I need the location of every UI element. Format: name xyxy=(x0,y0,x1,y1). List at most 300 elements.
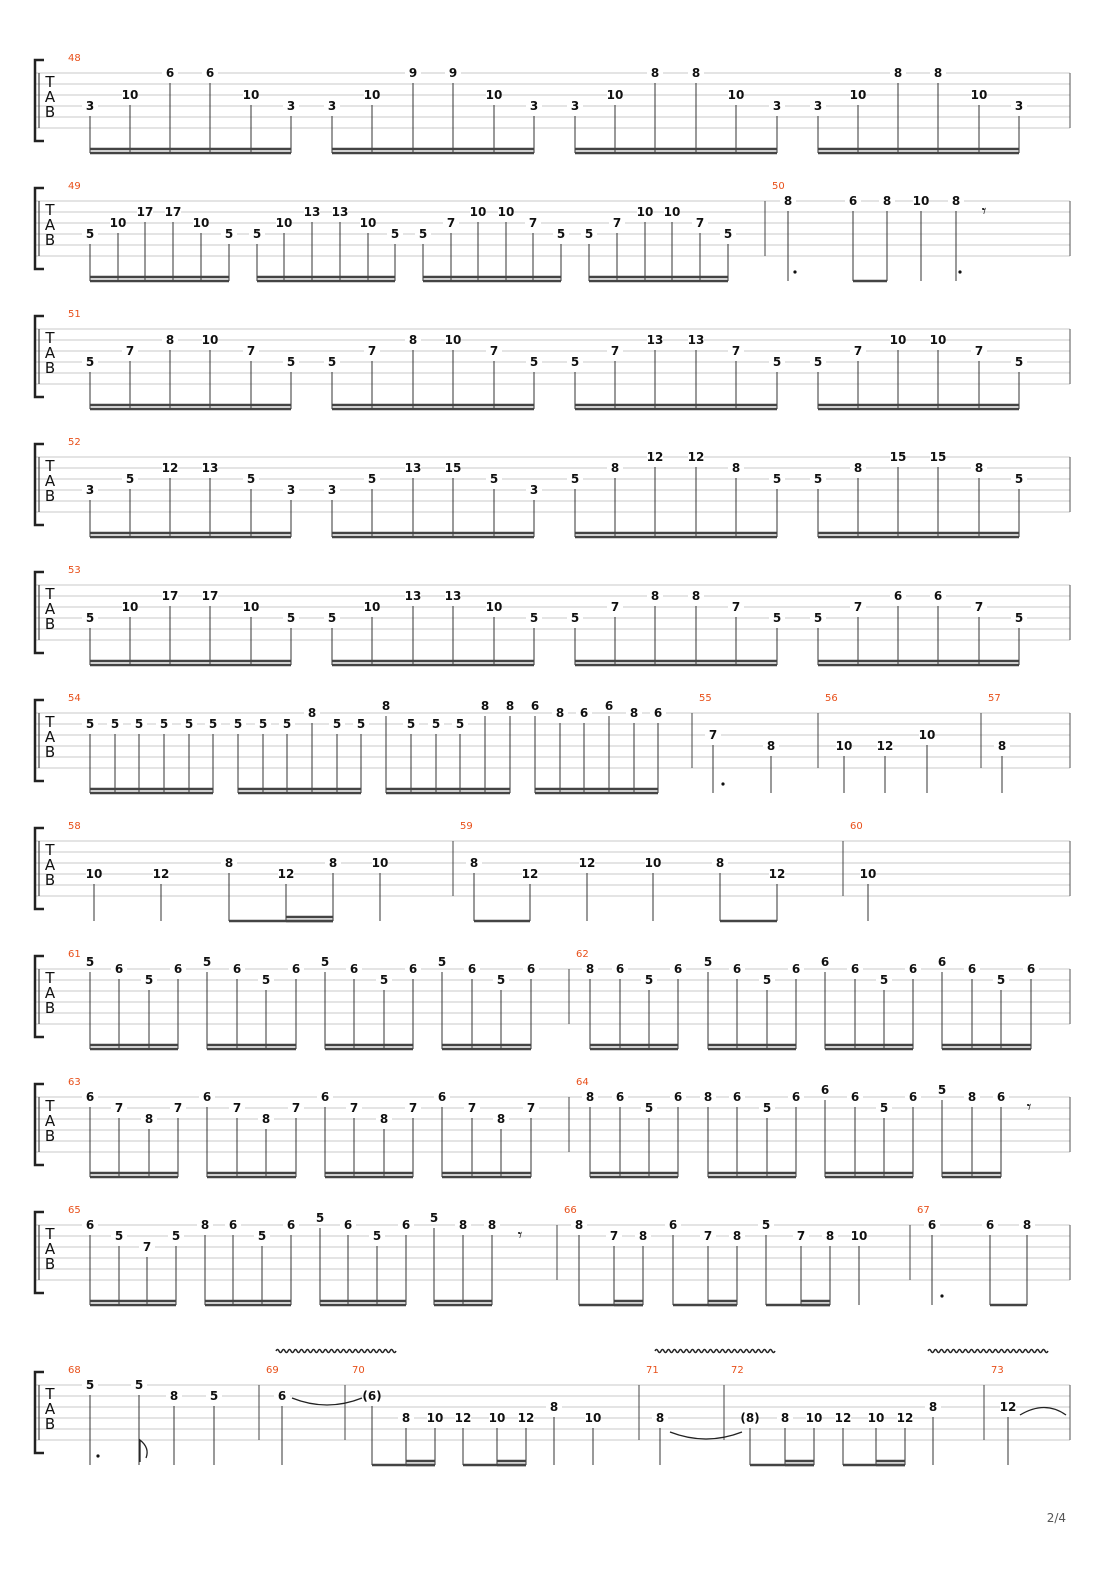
fret-number: 8 xyxy=(783,194,793,208)
fret-number: 10 xyxy=(109,216,127,230)
fret-number: 8 xyxy=(165,333,175,347)
fret-number: 12 xyxy=(834,1411,852,1425)
fret-number: 5 xyxy=(85,227,95,241)
fret-number: 3 xyxy=(813,99,823,113)
fret-number: 10 xyxy=(918,728,936,742)
fret-number: 7 xyxy=(291,1101,301,1115)
tab-clef-letter: B xyxy=(44,231,56,249)
fret-number: 6 xyxy=(791,962,801,976)
vibrato-mark xyxy=(276,1350,396,1353)
tab-clef-letter: B xyxy=(44,743,56,761)
fret-number: 5 xyxy=(418,227,428,241)
tab-clef-letter: T xyxy=(45,1385,55,1403)
fret-number: 9 xyxy=(408,66,418,80)
fret-number: 13 xyxy=(646,333,664,347)
fret-number: 8 xyxy=(715,856,725,870)
fret-number: 10 xyxy=(485,600,503,614)
fret-number: 6 xyxy=(277,1389,287,1403)
fret-number: 5 xyxy=(261,973,271,987)
tab-clef-letter: A xyxy=(44,984,56,1002)
fret-number: 10 xyxy=(242,600,260,614)
rest-symbol: 𝄾 xyxy=(981,201,987,222)
fret-number: 8 xyxy=(307,706,317,720)
fret-number: 8 xyxy=(974,461,984,475)
augmentation-dot xyxy=(793,270,796,273)
fret-number: 7 xyxy=(974,600,984,614)
fret-number: 12 xyxy=(161,461,179,475)
tab-clef-letter: T xyxy=(45,969,55,987)
fret-number: 8 xyxy=(549,1400,559,1414)
fret-number: 15 xyxy=(929,450,947,464)
fret-number: 12 xyxy=(517,1411,535,1425)
fret-number: 6 xyxy=(732,1090,742,1104)
fret-number: 6 xyxy=(933,589,943,603)
tab-clef-letter: T xyxy=(45,457,55,475)
fret-number: 5 xyxy=(367,472,377,486)
fret-number: 10 xyxy=(849,88,867,102)
fret-number: 6 xyxy=(850,962,860,976)
fret-number: 5 xyxy=(110,717,120,731)
fret-number: 8 xyxy=(480,699,490,713)
tab-clef-letter: A xyxy=(44,472,56,490)
fret-number: 5 xyxy=(327,611,337,625)
fret-number: 8 xyxy=(169,1389,179,1403)
fret-number: 12 xyxy=(876,739,894,753)
fret-number: 8 xyxy=(200,1218,210,1232)
fret-number: 8 xyxy=(487,1218,497,1232)
fret-number: 6 xyxy=(615,1090,625,1104)
tie-arc xyxy=(670,1432,742,1439)
fret-number: 6 xyxy=(530,699,540,713)
fret-number: 8 xyxy=(853,461,863,475)
fret-number: 6 xyxy=(820,1083,830,1097)
fret-number: 5 xyxy=(556,227,566,241)
fret-number: 5 xyxy=(85,717,95,731)
fret-number: 5 xyxy=(455,717,465,731)
fret-number: 6 xyxy=(228,1218,238,1232)
fret-number: 6 xyxy=(850,1090,860,1104)
fret-number: 8 xyxy=(951,194,961,208)
fret-number: 6 xyxy=(320,1090,330,1104)
tab-clef-letter: B xyxy=(44,1415,56,1433)
fret-number: 10 xyxy=(444,333,462,347)
fret-number: 12 xyxy=(152,867,170,881)
fret-number: 5 xyxy=(114,1229,124,1243)
tab-clef-letter: A xyxy=(44,728,56,746)
fret-number: 8 xyxy=(650,589,660,603)
fret-number: 8 xyxy=(585,1090,595,1104)
tie-arc xyxy=(1020,1408,1066,1416)
fret-number: 5 xyxy=(489,472,499,486)
fret-number: 13 xyxy=(404,461,422,475)
fret-number: 5 xyxy=(208,717,218,731)
measure-number: 49 xyxy=(68,181,81,192)
fret-number: 7 xyxy=(125,344,135,358)
fret-number: 10 xyxy=(867,1411,885,1425)
fret-number: 5 xyxy=(1014,472,1024,486)
fret-number: 5 xyxy=(171,1229,181,1243)
fret-number: 5 xyxy=(202,955,212,969)
fret-number: 6 xyxy=(732,962,742,976)
fret-number: 5 xyxy=(390,227,400,241)
fret-number: 7 xyxy=(114,1101,124,1115)
fret-number: 10 xyxy=(275,216,293,230)
fret-number: 6 xyxy=(286,1218,296,1232)
fret-number: 5 xyxy=(529,355,539,369)
fret-number: 6 xyxy=(996,1090,1006,1104)
fret-number: 10 xyxy=(363,88,381,102)
fret-number: 8 xyxy=(144,1112,154,1126)
fret-number: 5 xyxy=(184,717,194,731)
tab-clef-letter: T xyxy=(45,73,55,91)
fret-number: 17 xyxy=(164,205,182,219)
fret-number: 3 xyxy=(85,483,95,497)
measure-number: 48 xyxy=(68,53,81,64)
fret-number: 8 xyxy=(893,66,903,80)
fret-number: 5 xyxy=(286,355,296,369)
fret-number: 7 xyxy=(349,1101,359,1115)
fret-number: 12 xyxy=(646,450,664,464)
fret-number: 6 xyxy=(615,962,625,976)
fret-number: 5 xyxy=(879,1101,889,1115)
fret-number: 6 xyxy=(526,962,536,976)
fret-number: 5 xyxy=(209,1389,219,1403)
fret-number: 5 xyxy=(144,973,154,987)
fret-number: 17 xyxy=(136,205,154,219)
fret-number: 3 xyxy=(772,99,782,113)
fret-number: 6 xyxy=(937,955,947,969)
fret-number: 15 xyxy=(444,461,462,475)
fret-number: 6 xyxy=(467,962,477,976)
tab-clef-letter: A xyxy=(44,856,56,874)
fret-number: 8 xyxy=(1022,1218,1032,1232)
augmentation-dot xyxy=(96,1454,99,1457)
fret-number: 10 xyxy=(663,205,681,219)
fret-number: 5 xyxy=(85,611,95,625)
fret-number: 6 xyxy=(985,1218,995,1232)
fret-number: 9 xyxy=(448,66,458,80)
fret-number: 10 xyxy=(859,867,877,881)
fret-number: 8 xyxy=(224,856,234,870)
fret-number: 10 xyxy=(727,88,745,102)
fret-number: 6 xyxy=(85,1090,95,1104)
fret-number: 10 xyxy=(850,1229,868,1243)
fret-number: 6 xyxy=(1026,962,1036,976)
fret-number: 5 xyxy=(644,1101,654,1115)
fret-number: 6 xyxy=(893,589,903,603)
fret-number: 7 xyxy=(610,600,620,614)
tab-clef-letter: T xyxy=(45,329,55,347)
fret-number: 6 xyxy=(653,706,663,720)
fret-number: 5 xyxy=(85,1378,95,1392)
fret-number: 6 xyxy=(908,962,918,976)
fret-number: 7 xyxy=(612,216,622,230)
fret-number: 10 xyxy=(469,205,487,219)
fret-number: 5 xyxy=(570,472,580,486)
fret-number: 12 xyxy=(768,867,786,881)
fret-number: 13 xyxy=(687,333,705,347)
measure-number: 54 xyxy=(68,693,81,704)
fret-number: 3 xyxy=(570,99,580,113)
fret-number: 5 xyxy=(762,973,772,987)
fret-number: 6 xyxy=(791,1090,801,1104)
fret-number: 6 xyxy=(967,962,977,976)
tab-clef-letter: B xyxy=(44,871,56,889)
vibrato-mark xyxy=(655,1350,775,1353)
measure-number: 68 xyxy=(68,1365,81,1376)
augmentation-dot xyxy=(721,782,724,785)
fret-number: 5 xyxy=(761,1218,771,1232)
fret-number: 5 xyxy=(258,717,268,731)
fret-number: 6 xyxy=(848,194,858,208)
fret-number: 6 xyxy=(165,66,175,80)
fret-number: 5 xyxy=(584,227,594,241)
fret-number: 5 xyxy=(570,611,580,625)
fret-number: 8 xyxy=(458,1218,468,1232)
fret-number: 8 xyxy=(408,333,418,347)
fret-number: 10 xyxy=(805,1411,823,1425)
measure-number: 63 xyxy=(68,1077,81,1088)
fret-number: 5 xyxy=(996,973,1006,987)
augmentation-dot xyxy=(940,1294,943,1297)
fret-number: 6 xyxy=(673,962,683,976)
fret-number: 8 xyxy=(731,461,741,475)
fret-number: 8 xyxy=(574,1218,584,1232)
fret-number: 6 xyxy=(291,962,301,976)
fret-number: 5 xyxy=(762,1101,772,1115)
fret-number: 7 xyxy=(408,1101,418,1115)
fret-number: 6 xyxy=(579,706,589,720)
fret-number: 10 xyxy=(192,216,210,230)
fret-number: 7 xyxy=(526,1101,536,1115)
fret-number: 5 xyxy=(429,1211,439,1225)
measure-number: 71 xyxy=(646,1365,659,1376)
measure-number: 59 xyxy=(460,821,473,832)
fret-number: 3 xyxy=(529,483,539,497)
fret-number: 10 xyxy=(371,856,389,870)
fret-number: 5 xyxy=(703,955,713,969)
fret-number: 6 xyxy=(604,699,614,713)
fret-number: 5 xyxy=(772,611,782,625)
measure-number: 64 xyxy=(576,1077,589,1088)
fret-number: 13 xyxy=(331,205,349,219)
fret-number: 5 xyxy=(813,611,823,625)
fret-number: 3 xyxy=(327,483,337,497)
tie-arc xyxy=(292,1398,362,1405)
fret-number: 7 xyxy=(173,1101,183,1115)
fret-number: 7 xyxy=(974,344,984,358)
fret-number: 10 xyxy=(485,88,503,102)
fret-number: 5 xyxy=(570,355,580,369)
fret-number: 13 xyxy=(303,205,321,219)
fret-number: 6 xyxy=(349,962,359,976)
fret-number: 12 xyxy=(896,1411,914,1425)
measure-number: 73 xyxy=(991,1365,1004,1376)
tab-clef-letter: A xyxy=(44,1112,56,1130)
measure-number: 50 xyxy=(772,181,785,192)
fret-number: 5 xyxy=(437,955,447,969)
fret-number: 3 xyxy=(1014,99,1024,113)
fret-number: 8 xyxy=(401,1411,411,1425)
tab-clef-letter: T xyxy=(45,841,55,859)
fret-number: 10 xyxy=(497,205,515,219)
fret-number: 5 xyxy=(879,973,889,987)
fret-number: 8 xyxy=(780,1411,790,1425)
fret-number: 3 xyxy=(85,99,95,113)
fret-number: 10 xyxy=(889,333,907,347)
measure-number: 61 xyxy=(68,949,81,960)
fret-number: 8 xyxy=(655,1411,665,1425)
fret-number: 5 xyxy=(772,472,782,486)
fret-number: 10 xyxy=(835,739,853,753)
fret-number: 5 xyxy=(282,717,292,731)
measure-number: 52 xyxy=(68,437,81,448)
note-flag xyxy=(140,1440,147,1462)
fret-number: 6 xyxy=(232,962,242,976)
fret-number: 8 xyxy=(555,706,565,720)
fret-number: 6 xyxy=(673,1090,683,1104)
fret-number: 8 xyxy=(703,1090,713,1104)
fret-number: 3 xyxy=(327,99,337,113)
fret-number: 10 xyxy=(606,88,624,102)
fret-number: 5 xyxy=(937,1083,947,1097)
fret-number: 6 xyxy=(173,962,183,976)
tab-clef-letter: B xyxy=(44,615,56,633)
tab-clef-letter: B xyxy=(44,359,56,377)
fret-number: (6) xyxy=(362,1389,382,1403)
fret-number: 6 xyxy=(401,1218,411,1232)
tab-clef-letter: T xyxy=(45,1225,55,1243)
page-number: 2/4 xyxy=(1046,1511,1066,1525)
tab-clef-letter: T xyxy=(45,713,55,731)
fret-number: 6 xyxy=(202,1090,212,1104)
fret-number: 10 xyxy=(636,205,654,219)
fret-number: 8 xyxy=(261,1112,271,1126)
fret-number: 10 xyxy=(644,856,662,870)
measure-number: 70 xyxy=(352,1365,365,1376)
fret-number: 7 xyxy=(731,344,741,358)
fret-number: 5 xyxy=(125,472,135,486)
fret-number: 8 xyxy=(610,461,620,475)
measure-number: 51 xyxy=(68,309,81,320)
tab-clef-letter: B xyxy=(44,1127,56,1145)
fret-number: 8 xyxy=(933,66,943,80)
measure-number: 69 xyxy=(266,1365,279,1376)
fret-number: 7 xyxy=(796,1229,806,1243)
fret-number: 5 xyxy=(159,717,169,731)
fret-number: 8 xyxy=(381,699,391,713)
fret-number: 6 xyxy=(205,66,215,80)
tab-clef-letter: T xyxy=(45,1097,55,1115)
fret-number: 5 xyxy=(356,717,366,731)
fret-number: 7 xyxy=(246,344,256,358)
fret-number: 10 xyxy=(201,333,219,347)
fret-number: 5 xyxy=(529,611,539,625)
fret-number: 5 xyxy=(379,973,389,987)
fret-number: 5 xyxy=(332,717,342,731)
staves xyxy=(35,53,1070,1465)
fret-number: 8 xyxy=(691,66,701,80)
tab-clef-letter: A xyxy=(44,1400,56,1418)
fret-number: 6 xyxy=(114,962,124,976)
fret-number: 5 xyxy=(252,227,262,241)
fret-number: 8 xyxy=(882,194,892,208)
fret-number: 5 xyxy=(320,955,330,969)
measure-number: 72 xyxy=(731,1365,744,1376)
measure-number: 58 xyxy=(68,821,81,832)
fret-number: 5 xyxy=(406,717,416,731)
fret-number: 8 xyxy=(766,739,776,753)
fret-number: 10 xyxy=(85,867,103,881)
fret-number: 3 xyxy=(529,99,539,113)
fret-number: 12 xyxy=(521,867,539,881)
measure-number: 55 xyxy=(699,693,712,704)
tab-clef-letter: A xyxy=(44,88,56,106)
fret-number: 13 xyxy=(404,589,422,603)
fret-number: 6 xyxy=(437,1090,447,1104)
fret-number: 8 xyxy=(691,589,701,603)
fret-number: 7 xyxy=(708,728,718,742)
tab-clef-letter: T xyxy=(45,201,55,219)
fret-number: 7 xyxy=(142,1240,152,1254)
fret-number: 8 xyxy=(328,856,338,870)
fret-number: 6 xyxy=(668,1218,678,1232)
tab-clef-letter: A xyxy=(44,600,56,618)
augmentation-dot xyxy=(958,270,961,273)
fret-number: 8 xyxy=(732,1229,742,1243)
fret-number: 5 xyxy=(372,1229,382,1243)
fret-number: 17 xyxy=(201,589,219,603)
rest-symbol: 𝄾 xyxy=(517,1225,523,1246)
measure-number: 66 xyxy=(564,1205,577,1216)
fret-number: 10 xyxy=(359,216,377,230)
fret-number: 7 xyxy=(853,344,863,358)
fret-number: 10 xyxy=(363,600,381,614)
fret-number: 10 xyxy=(121,88,139,102)
tab-clef-letter: B xyxy=(44,103,56,121)
fret-number: 7 xyxy=(489,344,499,358)
fret-number: 5 xyxy=(224,227,234,241)
fret-number: 5 xyxy=(233,717,243,731)
fret-number: 7 xyxy=(731,600,741,614)
fret-number: 5 xyxy=(1014,355,1024,369)
rest-symbol: 𝄾 xyxy=(1026,1097,1032,1118)
fret-number: 8 xyxy=(997,739,1007,753)
fret-number: 7 xyxy=(232,1101,242,1115)
measure-number: 56 xyxy=(825,693,838,704)
fret-number: 6 xyxy=(85,1218,95,1232)
fret-number: 8 xyxy=(967,1090,977,1104)
fret-number: 5 xyxy=(644,973,654,987)
vibrato-mark xyxy=(928,1350,1048,1353)
fret-number: 5 xyxy=(813,355,823,369)
fret-number: 5 xyxy=(813,472,823,486)
fret-number: 5 xyxy=(327,355,337,369)
tab-clef-letter: T xyxy=(45,585,55,603)
fret-number: 8 xyxy=(650,66,660,80)
fret-number: 7 xyxy=(467,1101,477,1115)
fret-number: 7 xyxy=(528,216,538,230)
fret-number: 8 xyxy=(638,1229,648,1243)
fret-number: 17 xyxy=(161,589,179,603)
fret-number: 6 xyxy=(927,1218,937,1232)
fret-number: 10 xyxy=(242,88,260,102)
fret-number: 7 xyxy=(610,344,620,358)
fret-number: 5 xyxy=(246,472,256,486)
fret-number: 5 xyxy=(723,227,733,241)
fret-number: 7 xyxy=(695,216,705,230)
fret-number: 13 xyxy=(444,589,462,603)
